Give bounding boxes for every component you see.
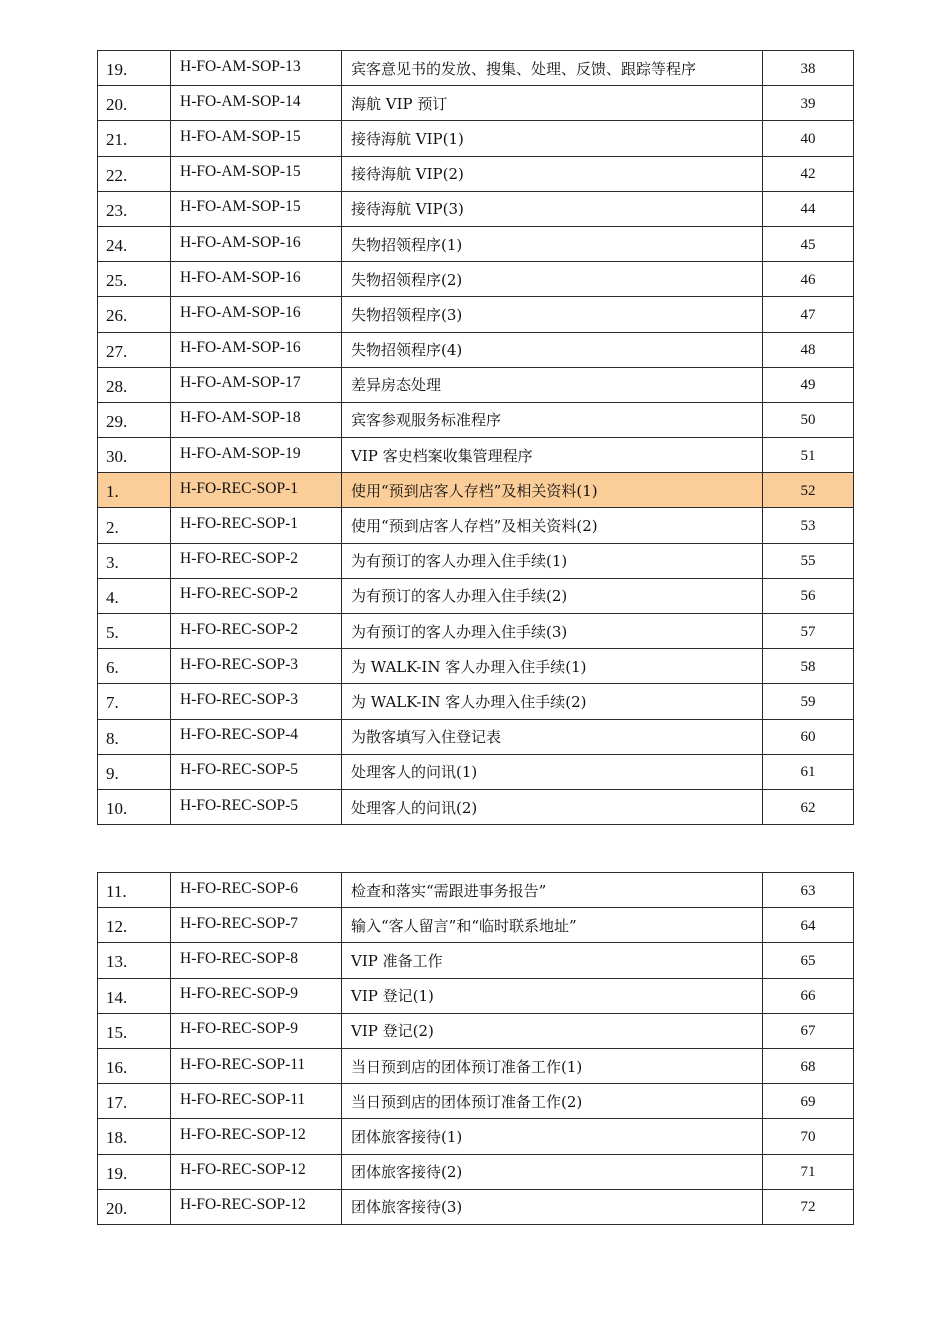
procedure-title: VIP 登记(1) <box>342 978 763 1013</box>
sop-code: H-FO-AM-SOP-16 <box>171 226 342 261</box>
procedure-title: 检查和落实“需跟进事务报告” <box>342 873 763 908</box>
table-row[interactable] <box>98 719 854 754</box>
table-row[interactable] <box>98 649 854 684</box>
procedure-title: 处理客人的问讯(1) <box>342 754 763 789</box>
table-row[interactable] <box>98 262 854 297</box>
sop-code: H-FO-REC-SOP-8 <box>171 943 342 978</box>
row-number: 10. <box>98 789 171 824</box>
row-number: 28. <box>98 367 171 402</box>
table-row[interactable] <box>98 943 854 978</box>
procedure-title: 为 WALK-IN 客人办理入住手续(1) <box>342 649 763 684</box>
row-number: 14. <box>98 978 171 1013</box>
table-row[interactable] <box>98 684 854 719</box>
procedure-title: 团体旅客接待(2) <box>342 1154 763 1189</box>
table-row[interactable] <box>98 297 854 332</box>
sop-code: H-FO-REC-SOP-1 <box>171 473 342 508</box>
toc-table-2-body <box>98 873 854 1225</box>
sop-code: H-FO-AM-SOP-16 <box>171 297 342 332</box>
row-number: 12. <box>98 908 171 943</box>
table-row[interactable] <box>98 1119 854 1154</box>
row-number: 16. <box>98 1048 171 1083</box>
sop-code: H-FO-REC-SOP-1 <box>171 508 342 543</box>
procedure-title: 为散客填写入住登记表 <box>342 719 763 754</box>
page-number: 48 <box>763 332 854 367</box>
table-row[interactable] <box>98 508 854 543</box>
procedure-title: 团体旅客接待(1) <box>342 1119 763 1154</box>
table-row[interactable] <box>98 873 854 908</box>
table-row[interactable] <box>98 1013 854 1048</box>
sop-code: H-FO-AM-SOP-19 <box>171 438 342 473</box>
table-row[interactable] <box>98 121 854 156</box>
table-row[interactable] <box>98 754 854 789</box>
page-number: 53 <box>763 508 854 543</box>
page-number: 42 <box>763 156 854 191</box>
table-row[interactable] <box>98 191 854 226</box>
procedure-title: 为有预订的客人办理入住手续(1) <box>342 543 763 578</box>
page-number: 68 <box>763 1048 854 1083</box>
sop-code: H-FO-REC-SOP-3 <box>171 684 342 719</box>
table-row[interactable] <box>98 978 854 1013</box>
table-row[interactable] <box>98 332 854 367</box>
procedure-title: 接待海航 VIP(2) <box>342 156 763 191</box>
row-number: 15. <box>98 1013 171 1048</box>
sop-code: H-FO-REC-SOP-2 <box>171 614 342 649</box>
table-row[interactable] <box>98 1189 854 1224</box>
sop-code: H-FO-AM-SOP-15 <box>171 191 342 226</box>
row-number: 20. <box>98 86 171 121</box>
sop-code: H-FO-REC-SOP-11 <box>171 1048 342 1083</box>
sop-code: H-FO-REC-SOP-2 <box>171 543 342 578</box>
page-number: 71 <box>763 1154 854 1189</box>
row-number: 19. <box>98 1154 171 1189</box>
page-number: 38 <box>763 51 854 86</box>
sop-code: H-FO-REC-SOP-7 <box>171 908 342 943</box>
sop-code: H-FO-AM-SOP-14 <box>171 86 342 121</box>
procedure-title: 使用“预到店客人存档”及相关资料(1) <box>342 473 763 508</box>
toc-table-1-body <box>98 51 854 825</box>
sop-code: H-FO-AM-SOP-17 <box>171 367 342 402</box>
page-number: 63 <box>763 873 854 908</box>
table-row[interactable] <box>98 908 854 943</box>
row-number: 5. <box>98 614 171 649</box>
row-number: 20. <box>98 1189 171 1224</box>
page-number: 62 <box>763 789 854 824</box>
procedure-title: VIP 客史档案收集管理程序 <box>342 438 763 473</box>
procedure-title: 失物招领程序(4) <box>342 332 763 367</box>
row-number: 22. <box>98 156 171 191</box>
procedure-title: VIP 登记(2) <box>342 1013 763 1048</box>
procedure-title: 宾客意见书的发放、搜集、处理、反馈、跟踪等程序 <box>342 51 763 86</box>
procedure-title: 失物招领程序(1) <box>342 226 763 261</box>
procedure-title: 接待海航 VIP(3) <box>342 191 763 226</box>
row-number: 23. <box>98 191 171 226</box>
sop-code: H-FO-REC-SOP-6 <box>171 873 342 908</box>
toc-table-1 <box>97 50 854 825</box>
page-number: 50 <box>763 402 854 437</box>
page-number: 59 <box>763 684 854 719</box>
table-row[interactable] <box>98 367 854 402</box>
row-number: 8. <box>98 719 171 754</box>
procedure-title: 使用“预到店客人存档”及相关资料(2) <box>342 508 763 543</box>
sop-code: H-FO-REC-SOP-12 <box>171 1119 342 1154</box>
sop-code: H-FO-REC-SOP-5 <box>171 789 342 824</box>
page-number: 51 <box>763 438 854 473</box>
page-number: 64 <box>763 908 854 943</box>
page-number: 66 <box>763 978 854 1013</box>
table-row[interactable] <box>98 226 854 261</box>
toc-table-2 <box>97 872 854 1225</box>
sop-code: H-FO-REC-SOP-9 <box>171 1013 342 1048</box>
sop-code: H-FO-REC-SOP-12 <box>171 1189 342 1224</box>
sop-code: H-FO-REC-SOP-2 <box>171 578 342 613</box>
table-row[interactable] <box>98 1154 854 1189</box>
row-number: 21. <box>98 121 171 156</box>
page-number: 49 <box>763 367 854 402</box>
table-row[interactable] <box>98 1084 854 1119</box>
row-number: 18. <box>98 1119 171 1154</box>
procedure-title: 当日预到店的团体预订准备工作(2) <box>342 1084 763 1119</box>
sop-code: H-FO-REC-SOP-5 <box>171 754 342 789</box>
page-number: 69 <box>763 1084 854 1119</box>
page-number: 55 <box>763 543 854 578</box>
table-row[interactable] <box>98 543 854 578</box>
sop-code: H-FO-REC-SOP-3 <box>171 649 342 684</box>
row-number: 26. <box>98 297 171 332</box>
row-number: 3. <box>98 543 171 578</box>
page-number: 72 <box>763 1189 854 1224</box>
sop-code: H-FO-REC-SOP-12 <box>171 1154 342 1189</box>
page-number: 65 <box>763 943 854 978</box>
table-row[interactable] <box>98 156 854 191</box>
procedure-title: 团体旅客接待(3) <box>342 1189 763 1224</box>
row-number: 6. <box>98 649 171 684</box>
row-number: 25. <box>98 262 171 297</box>
sop-code: H-FO-REC-SOP-11 <box>171 1084 342 1119</box>
table-row[interactable] <box>98 438 854 473</box>
row-number: 13. <box>98 943 171 978</box>
procedure-title: VIP 准备工作 <box>342 943 763 978</box>
sop-code: H-FO-AM-SOP-18 <box>171 402 342 437</box>
procedure-title: 差异房态处理 <box>342 367 763 402</box>
page-number: 44 <box>763 191 854 226</box>
row-number: 4. <box>98 578 171 613</box>
procedure-title: 处理客人的问讯(2) <box>342 789 763 824</box>
procedure-title: 海航 VIP 预订 <box>342 86 763 121</box>
row-number: 27. <box>98 332 171 367</box>
page-number: 45 <box>763 226 854 261</box>
page-number: 57 <box>763 614 854 649</box>
row-number: 30. <box>98 438 171 473</box>
row-number: 29. <box>98 402 171 437</box>
page-number: 40 <box>763 121 854 156</box>
procedure-title: 接待海航 VIP(1) <box>342 121 763 156</box>
sop-code: H-FO-REC-SOP-4 <box>171 719 342 754</box>
page-number: 52 <box>763 473 854 508</box>
page-number: 60 <box>763 719 854 754</box>
procedure-title: 为有预订的客人办理入住手续(3) <box>342 614 763 649</box>
page-number: 47 <box>763 297 854 332</box>
sop-code: H-FO-AM-SOP-15 <box>171 156 342 191</box>
table-row-highlighted[interactable] <box>98 473 854 508</box>
procedure-title: 当日预到店的团体预订准备工作(1) <box>342 1048 763 1083</box>
table-row[interactable] <box>98 1048 854 1083</box>
page-number: 70 <box>763 1119 854 1154</box>
procedure-title: 为 WALK-IN 客人办理入住手续(2) <box>342 684 763 719</box>
row-number: 7. <box>98 684 171 719</box>
table-row[interactable] <box>98 578 854 613</box>
page-number: 39 <box>763 86 854 121</box>
procedure-title: 失物招领程序(2) <box>342 262 763 297</box>
row-number: 17. <box>98 1084 171 1119</box>
page-number: 46 <box>763 262 854 297</box>
row-number: 2. <box>98 508 171 543</box>
row-number: 24. <box>98 226 171 261</box>
row-number: 11. <box>98 873 171 908</box>
sop-code: H-FO-AM-SOP-16 <box>171 262 342 297</box>
page-number: 58 <box>763 649 854 684</box>
row-number: 19. <box>98 51 171 86</box>
sop-code: H-FO-AM-SOP-15 <box>171 121 342 156</box>
page-number: 61 <box>763 754 854 789</box>
sop-code: H-FO-AM-SOP-16 <box>171 332 342 367</box>
table-row[interactable] <box>98 614 854 649</box>
procedure-title: 为有预订的客人办理入住手续(2) <box>342 578 763 613</box>
table-row[interactable] <box>98 51 854 86</box>
row-number: 1. <box>98 473 171 508</box>
procedure-title: 失物招领程序(3) <box>342 297 763 332</box>
table-row[interactable] <box>98 402 854 437</box>
sop-code: H-FO-REC-SOP-9 <box>171 978 342 1013</box>
row-number: 9. <box>98 754 171 789</box>
sop-code: H-FO-AM-SOP-13 <box>171 51 342 86</box>
procedure-title: 输入“客人留言”和“临时联系地址” <box>342 908 763 943</box>
table-row[interactable] <box>98 86 854 121</box>
page-number: 67 <box>763 1013 854 1048</box>
procedure-title: 宾客参观服务标准程序 <box>342 402 763 437</box>
table-row[interactable] <box>98 789 854 824</box>
page-number: 56 <box>763 578 854 613</box>
